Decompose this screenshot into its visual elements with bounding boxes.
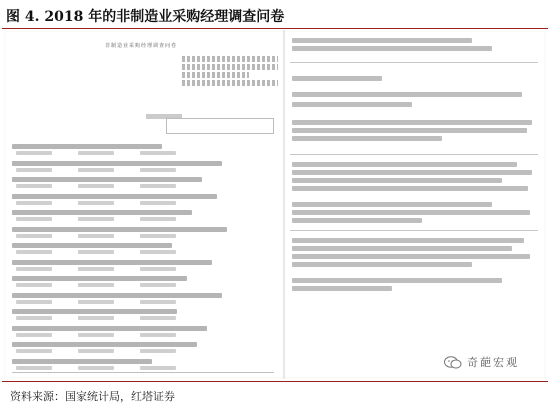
questionnaire-scan <box>4 30 546 379</box>
question-label <box>12 342 197 347</box>
note-line <box>292 178 502 183</box>
question-option <box>140 184 176 188</box>
title-rule <box>2 28 548 29</box>
note-line <box>292 218 422 223</box>
note-separator <box>290 62 538 63</box>
note-line <box>292 92 522 97</box>
note-line <box>292 186 528 191</box>
note-line <box>292 120 532 125</box>
question-option <box>140 151 176 155</box>
question-label <box>12 276 187 281</box>
watermark <box>444 352 548 372</box>
question-label <box>12 243 172 248</box>
question-option <box>16 366 52 370</box>
note-line <box>292 162 517 167</box>
source-rule <box>2 381 548 382</box>
question-option <box>16 283 52 287</box>
question-option <box>78 234 114 238</box>
question-option <box>78 267 114 271</box>
note-line <box>292 246 512 251</box>
question-option <box>140 250 176 254</box>
question-option <box>16 349 52 353</box>
question-label <box>12 293 222 298</box>
question-option <box>16 217 52 221</box>
question-option <box>78 201 114 205</box>
question-option <box>16 250 52 254</box>
figure-title: 图 4. 2018 年的非制造业采购经理调查问卷 <box>6 9 285 25</box>
question-label <box>12 144 162 149</box>
question-option <box>140 234 176 238</box>
question-label <box>12 260 212 265</box>
note-line <box>292 136 442 141</box>
note-line <box>292 38 472 43</box>
watermark-text: 奇葩宏观 <box>467 356 519 369</box>
note-separator <box>290 154 538 155</box>
note-line <box>292 238 524 243</box>
note-line <box>292 170 532 175</box>
question-label <box>12 309 177 314</box>
note-line <box>292 128 527 133</box>
questionnaire-right-page <box>286 32 544 377</box>
question-option <box>78 151 114 155</box>
question-option <box>78 316 114 320</box>
wechat-icon <box>444 356 462 369</box>
note-line <box>292 202 492 207</box>
question-option <box>140 267 176 271</box>
note-line <box>292 286 392 291</box>
question-option <box>140 168 176 172</box>
form-metadata <box>182 56 278 92</box>
question-option <box>78 366 114 370</box>
question-option <box>140 201 176 205</box>
note-separator <box>290 230 538 231</box>
form-bottom-rule <box>12 372 274 373</box>
question-option <box>140 300 176 304</box>
meta-line <box>182 72 249 78</box>
question-option <box>140 333 176 337</box>
question-option <box>140 217 176 221</box>
question-option <box>16 333 52 337</box>
note-line <box>292 46 492 51</box>
question-option <box>16 300 52 304</box>
question-option <box>16 151 52 155</box>
question-option <box>78 283 114 287</box>
page-fold <box>283 30 285 379</box>
question-label <box>12 227 227 232</box>
question-option <box>78 300 114 304</box>
note-line <box>292 210 530 215</box>
form-title <box>66 42 216 50</box>
questionnaire-left-page <box>6 32 282 377</box>
meta-line <box>182 64 278 70</box>
question-label <box>12 161 222 166</box>
question-option <box>16 267 52 271</box>
question-option <box>16 316 52 320</box>
note-line <box>292 102 412 107</box>
question-option <box>140 316 176 320</box>
question-option <box>78 333 114 337</box>
respondent-box <box>166 118 274 134</box>
question-label <box>12 210 192 215</box>
question-option <box>78 250 114 254</box>
source-note: 资料来源：国家统计局，红塔证券 <box>10 390 175 403</box>
question-option <box>16 201 52 205</box>
question-label <box>12 326 207 331</box>
question-label <box>12 194 217 199</box>
form-title-text: 非制造业采购经理调查问卷 <box>104 43 177 49</box>
note-line <box>292 262 472 267</box>
question-option <box>78 349 114 353</box>
question-option <box>78 184 114 188</box>
question-option <box>16 234 52 238</box>
note-line <box>292 254 530 259</box>
question-option <box>78 168 114 172</box>
question-option <box>140 283 176 287</box>
question-label <box>12 177 202 182</box>
note-line <box>292 278 502 283</box>
question-label <box>12 359 152 364</box>
question-option <box>140 366 176 370</box>
question-option <box>140 349 176 353</box>
meta-line <box>182 80 278 86</box>
question-option <box>78 217 114 221</box>
note-line <box>292 76 382 81</box>
meta-line <box>182 56 278 62</box>
question-option <box>16 184 52 188</box>
question-option <box>16 168 52 172</box>
